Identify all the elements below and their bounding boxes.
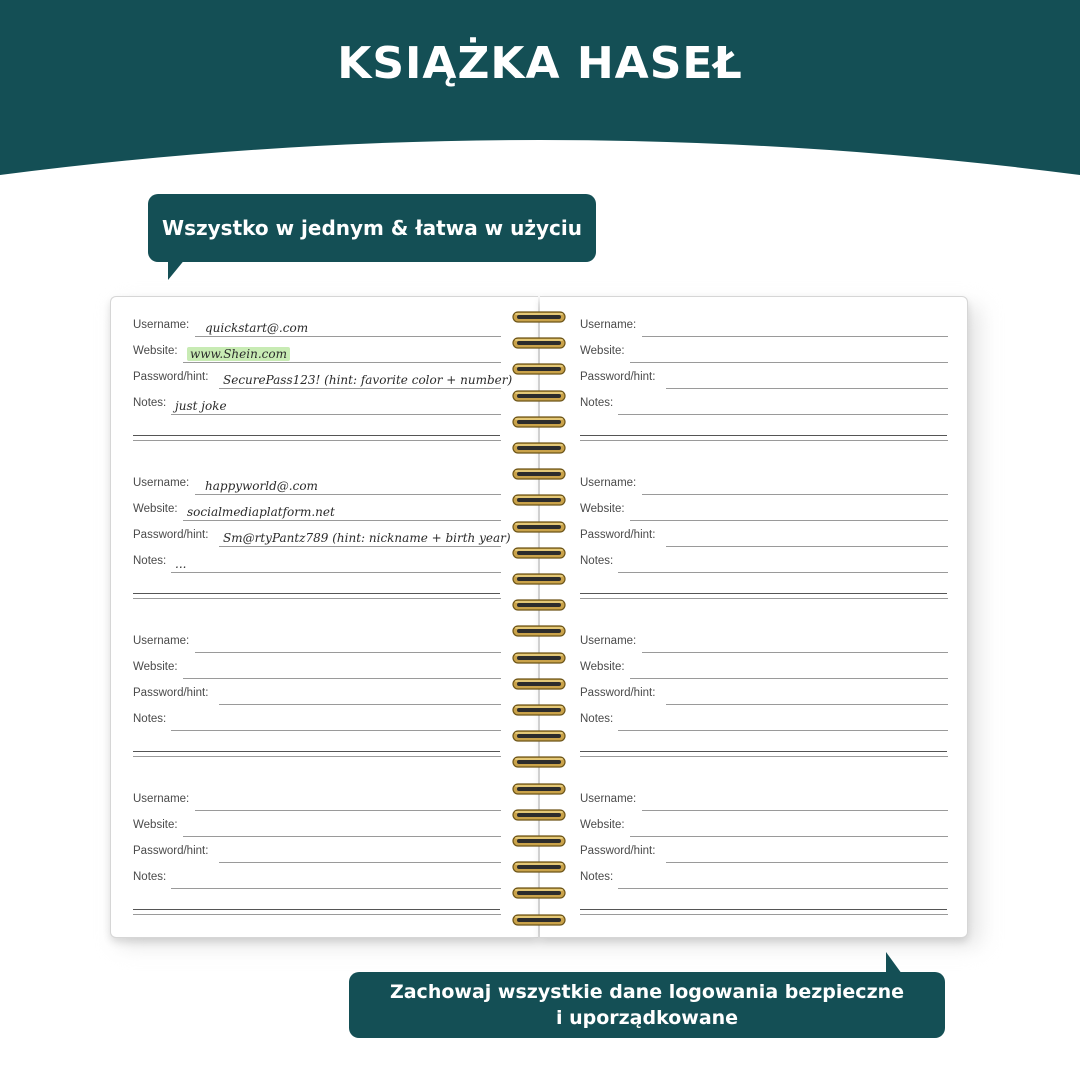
notes-value: ...: [175, 557, 187, 571]
password-line: [219, 862, 501, 863]
password-label: Password/hint:: [133, 845, 209, 857]
password-label: Password/hint:: [580, 845, 656, 857]
password-line: [666, 704, 948, 705]
username-row: [580, 471, 948, 497]
spiral-coil: [512, 782, 566, 796]
notes-label: Notes:: [133, 397, 167, 409]
entry-block-3: [133, 629, 501, 759]
entry-block-2: [133, 471, 511, 601]
password-row: [580, 681, 948, 707]
entry-separator: [133, 909, 500, 910]
entry-block-1: [133, 313, 513, 443]
notes-line: [618, 888, 948, 889]
entry-separator: [580, 593, 947, 594]
notes-label: Notes:: [580, 555, 614, 567]
blank-row: [133, 417, 501, 443]
spiral-coil: [512, 441, 566, 455]
spiral-coil: [512, 860, 566, 874]
notes-line: [618, 730, 948, 731]
password-line: [666, 862, 948, 863]
password-row: [580, 365, 948, 391]
notes-row: [133, 865, 501, 891]
username-line: [642, 652, 948, 653]
entry-separator: [580, 751, 947, 752]
username-line: [195, 336, 501, 337]
password-row: [580, 523, 948, 549]
website-line: [630, 362, 948, 363]
website-label: Website:: [133, 661, 178, 673]
password-row: [133, 681, 501, 707]
spiral-coil: [512, 886, 566, 900]
username-row: [580, 313, 948, 339]
website-row: [580, 813, 948, 839]
website-row: [133, 497, 501, 523]
password-line: [219, 388, 501, 389]
password-line: [219, 546, 501, 547]
website-row: [580, 655, 948, 681]
spiral-coil: [512, 651, 566, 665]
website-label: Website:: [580, 661, 625, 673]
entry-block-4: [133, 787, 501, 917]
username-label: Username:: [580, 477, 637, 489]
username-label: Username:: [133, 477, 190, 489]
notes-row: [580, 707, 948, 733]
notes-row: [133, 549, 501, 575]
spiral-coil: [512, 624, 566, 638]
header-banner: [0, 0, 1080, 200]
website-label: Website:: [580, 503, 625, 515]
spiral-coil: [512, 572, 566, 586]
entry-separator: [580, 435, 947, 436]
website-row: [133, 655, 501, 681]
username-row: [580, 629, 948, 655]
spiral-coil: [512, 677, 566, 691]
website-value: www.Shein.com: [187, 347, 290, 361]
username-value: happyworld@.com: [205, 479, 318, 493]
notes-row: [580, 865, 948, 891]
notes-label: Notes:: [580, 871, 614, 883]
blank-row: [133, 575, 501, 601]
username-line: [195, 494, 501, 495]
password-value: Sm@rtyPantz789 (hint: nickname + birth year): [223, 531, 511, 545]
username-line: [642, 336, 948, 337]
notes-line: [618, 414, 948, 415]
blank-row: [580, 733, 948, 759]
spiral-coil: [512, 808, 566, 822]
notes-line: [171, 888, 501, 889]
callout-bottom-line1: Zachowaj wszystkie dane logowania bezpieczne: [389, 981, 905, 1003]
notes-label: Notes:: [133, 871, 167, 883]
blank-row: [580, 575, 948, 601]
spiral-coil: [512, 520, 566, 534]
website-label: Website:: [133, 345, 178, 357]
username-row: [580, 787, 948, 813]
website-label: Website:: [133, 819, 178, 831]
password-label: Password/hint:: [580, 529, 656, 541]
password-label: Password/hint:: [133, 371, 209, 383]
blank-line: [580, 756, 948, 757]
spiral-binding: [510, 302, 570, 922]
blank-line: [580, 440, 948, 441]
spiral-coil: [512, 729, 566, 743]
spiral-coil: [512, 362, 566, 376]
blank-line: [133, 440, 501, 441]
username-label: Username:: [133, 319, 190, 331]
username-value: quickstart@.com: [205, 321, 309, 335]
spiral-coil: [512, 703, 566, 717]
password-row: [133, 839, 501, 865]
username-label: Username:: [580, 635, 637, 647]
spiral-coil: [512, 834, 566, 848]
username-line: [642, 810, 948, 811]
website-value: socialmediaplatform.net: [187, 505, 335, 519]
website-row: [580, 339, 948, 365]
blank-row: [133, 733, 501, 759]
spiral-coil: [512, 755, 566, 769]
entry-separator: [133, 593, 500, 594]
password-row: [133, 523, 511, 549]
password-line: [666, 546, 948, 547]
entry-block-6: [580, 471, 948, 601]
website-label: Website:: [580, 819, 625, 831]
username-row: [133, 471, 501, 497]
notes-value: just joke: [175, 399, 227, 413]
username-label: Username:: [133, 793, 190, 805]
notes-label: Notes:: [580, 713, 614, 725]
website-label: Website:: [133, 503, 178, 515]
entry-block-5: [580, 313, 948, 443]
blank-line: [133, 756, 501, 757]
blank-line: [133, 598, 501, 599]
notes-row: [580, 391, 948, 417]
website-line: [630, 520, 948, 521]
callout-top-tail: [168, 258, 186, 280]
spiral-coil: [512, 467, 566, 481]
website-line: [183, 836, 501, 837]
website-label: Website:: [580, 345, 625, 357]
spiral-coil: [512, 389, 566, 403]
username-line: [642, 494, 948, 495]
blank-line: [133, 914, 501, 915]
blank-row: [580, 891, 948, 917]
username-row: [133, 313, 501, 339]
password-row: [580, 839, 948, 865]
password-line: [219, 704, 501, 705]
notes-label: Notes:: [133, 713, 167, 725]
blank-row: [580, 417, 948, 443]
notebook-page-left: [110, 296, 538, 938]
password-line: [666, 388, 948, 389]
spiral-coil: [512, 415, 566, 429]
notes-label: Notes:: [133, 555, 167, 567]
username-label: Username:: [580, 319, 637, 331]
entry-block-8: [580, 787, 948, 917]
password-row: [133, 365, 513, 391]
password-value: SecurePass123! (hint: favorite color + number): [223, 373, 513, 387]
page-title: KSIĄŻKA HASEŁ: [337, 38, 743, 89]
spiral-coil: [512, 598, 566, 612]
notes-line: [171, 414, 501, 415]
notes-line: [618, 572, 948, 573]
entry-block-7: [580, 629, 948, 759]
website-line: [630, 836, 948, 837]
notes-row: [133, 391, 501, 417]
website-row: [133, 813, 501, 839]
password-label: Password/hint:: [580, 371, 656, 383]
notes-line: [171, 730, 501, 731]
username-label: Username:: [133, 635, 190, 647]
username-line: [195, 652, 501, 653]
password-label: Password/hint:: [580, 687, 656, 699]
spiral-coil: [512, 913, 566, 927]
blank-row: [133, 891, 501, 917]
spiral-coil: [512, 546, 566, 560]
callout-top: Wszystko w jednym & łatwa w użyciu: [148, 194, 596, 262]
entry-separator: [133, 751, 500, 752]
website-line: [183, 678, 501, 679]
username-row: [133, 629, 501, 655]
notes-line: [171, 572, 501, 573]
spiral-coil: [512, 336, 566, 350]
website-row: [580, 497, 948, 523]
blank-line: [580, 914, 948, 915]
spiral-coil: [512, 310, 566, 324]
notebook-page-right: [540, 296, 968, 938]
callout-bottom-line2: i uporządkowane: [555, 1007, 739, 1029]
username-label: Username:: [580, 793, 637, 805]
entry-separator: [580, 909, 947, 910]
password-label: Password/hint:: [133, 529, 209, 541]
username-line: [195, 810, 501, 811]
website-line: [183, 362, 501, 363]
notes-row: [133, 707, 501, 733]
notes-label: Notes:: [580, 397, 614, 409]
callout-bottom-tail: [886, 952, 902, 974]
blank-line: [580, 598, 948, 599]
username-row: [133, 787, 501, 813]
spiral-coil: [512, 493, 566, 507]
password-label: Password/hint:: [133, 687, 209, 699]
callout-bottom: [349, 972, 945, 1038]
notes-row: [580, 549, 948, 575]
website-row: [133, 339, 501, 365]
entry-separator: [133, 435, 500, 436]
website-line: [183, 520, 501, 521]
website-line: [630, 678, 948, 679]
